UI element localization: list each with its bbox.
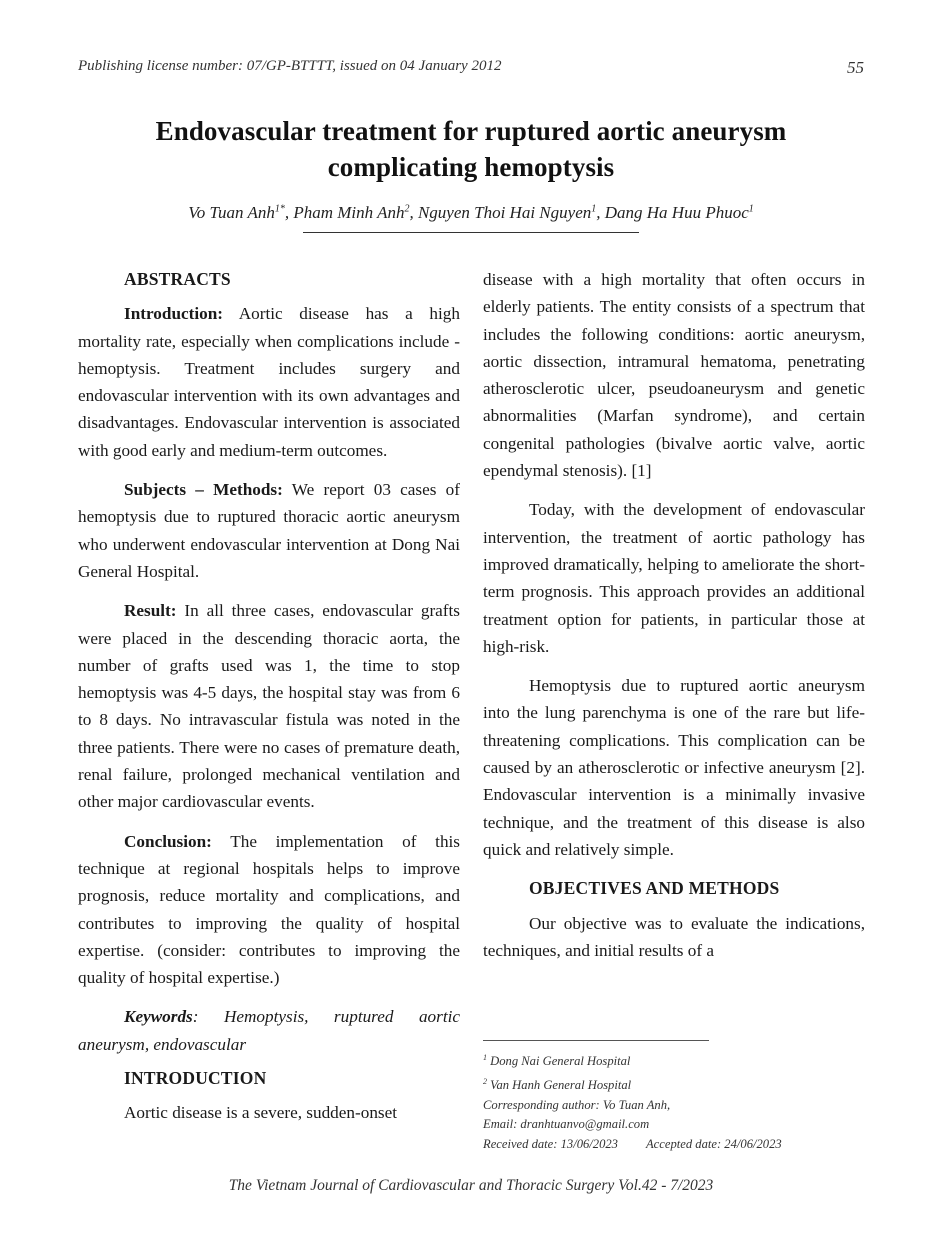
introduction-paragraph-1-continued: disease with a high mortality that often occurs in elderly patients. The entity consists of a spectrum that includes the following conditions: aortic aneurysm, aortic dissection, intramural hematoma, penetrating atherosclerotic ulcer, pseudoaneurysm and genetic abnormalities (Marfan syndrome), and certain congenital pathologies (bivalve aortic valve, aortic ependymal stenosis). [1] bbox=[483, 270, 865, 481]
introduction-label: Introduction: bbox=[124, 304, 224, 324]
right-column bbox=[483, 266, 865, 964]
abstract-methods: Subjects – Methods: We report 03 cases of hemoptysis due to ruptured thoracic aortic aneurysm who underwent endovascular intervention at Dong Nai General Hospital. bbox=[78, 480, 460, 581]
author: Vo Tuan Anh$^{1*}$ bbox=[188, 203, 285, 222]
footnote-divider bbox=[483, 1040, 709, 1041]
introduction-paragraph-1-start: Aortic disease is a severe, sudden-onset bbox=[124, 1103, 398, 1123]
abstract-heading: ABSTRACTS bbox=[124, 269, 231, 289]
author-list: Vo Tuan Anh$^{1*}$, Pham Minh Anh$^2$, Nguyen Thoi Hai Nguyen$^1$, Dang Ha Huu Phuoc$^1$ bbox=[188, 203, 754, 222]
introduction-paragraph-3: Hemoptysis due to ruptured aortic aneurysm into the lung parenchyma is one of the rare but life-threatening complications. This complication can be caused by an atherosclerotic or infective aneurysm [2]. Endovascular intervention is a minimally invasive technique, and the treatment of this disease is also quick and relatively simple. bbox=[483, 676, 865, 859]
footnotes bbox=[483, 1048, 873, 1154]
affiliation-2: $^2$ Van Hanh General Hospital bbox=[483, 1076, 632, 1092]
title-line-1: Endovascular treatment for ruptured aortic aneurysm bbox=[155, 116, 787, 146]
left-column bbox=[78, 266, 460, 1127]
abstract-result: Result: In all three cases, endovascular grafts were placed in the descending thoracic aorta, the number of grafts used was 1, the time to stop hemoptysis was 4-5 days, the hospital stay was from 6 to 8 days. No intravascular fistula was noted in the three patients. There were no cases of premature death, renal failure, prolonged mechanical ventilation and other major cardiovascular events. bbox=[78, 601, 460, 812]
received-date: Received date: 13/06/2023 bbox=[483, 1136, 618, 1151]
article-dates bbox=[483, 1135, 873, 1155]
abstract-conclusion: Conclusion: The implementation of this technique at regional hospitals helps to improve prognosis, reduce mortality and complications, and contributes to improving the quality of hospital expertise. (consider: contributes to improving the quality of hospital expertise.) bbox=[78, 831, 460, 988]
accepted-date: Accepted date: 24/06/2023 bbox=[645, 1136, 782, 1151]
journal-footer: The Vietnam Journal of Cardiovascular and Thoracic Surgery Vol.42 - 7/2023 bbox=[228, 1177, 714, 1194]
corresponding-author: Corresponding author: Vo Tuan Anh, bbox=[483, 1097, 671, 1112]
publishing-license: Publishing license number: 07/GP-BTTTT, issued on 04 January 2012 bbox=[78, 58, 502, 74]
result-label: Result: bbox=[124, 601, 177, 621]
objectives-paragraph-1: Our objective was to evaluate the indications, techniques, and initial results of a bbox=[483, 913, 865, 960]
abstract-keywords: Keywords: Hemoptysis, ruptured aortic aneurysm, endovascular bbox=[78, 1007, 460, 1054]
author: Dang Ha Huu Phuoc$^1$ bbox=[604, 203, 754, 222]
author: Pham Minh Anh$^2$ bbox=[293, 203, 410, 222]
author: Nguyen Thoi Hai Nguyen$^1$ bbox=[417, 203, 597, 222]
author-email[interactable]: Email: dranhtuanvo@gmail.com bbox=[483, 1117, 650, 1132]
methods-label: Subjects – Methods: bbox=[124, 480, 283, 500]
author-divider bbox=[303, 232, 639, 233]
article-title bbox=[60, 113, 882, 185]
keywords-label: Keywords bbox=[124, 1007, 193, 1027]
introduction-paragraph-2: Today, with the development of endovascular intervention, the treatment of aortic pathology has improved dramatically, helping to ameliorate the short-term prognosis. This approach provides an additional treatment option for patients, in particular those at high-risk. bbox=[483, 500, 865, 656]
abstract-introduction: Introduction: Aortic disease has a high mortality rate, especially when complications include - hemoptysis. Treatment includes surgery and endovascular intervention with its own advantages and disadvantages. Endovascular intervention is associated with good early and medium-term outcomes. bbox=[78, 304, 460, 460]
objectives-heading: OBJECTIVES AND METHODS bbox=[529, 878, 780, 899]
conclusion-label: Conclusion: bbox=[124, 831, 212, 851]
page-number: 55 bbox=[847, 58, 864, 77]
affiliation-1: $^1$ Dong Nai General Hospital bbox=[483, 1053, 631, 1069]
title-line-2: complicating hemoptysis bbox=[327, 152, 615, 182]
introduction-heading: INTRODUCTION bbox=[124, 1068, 267, 1089]
running-header bbox=[78, 58, 864, 78]
